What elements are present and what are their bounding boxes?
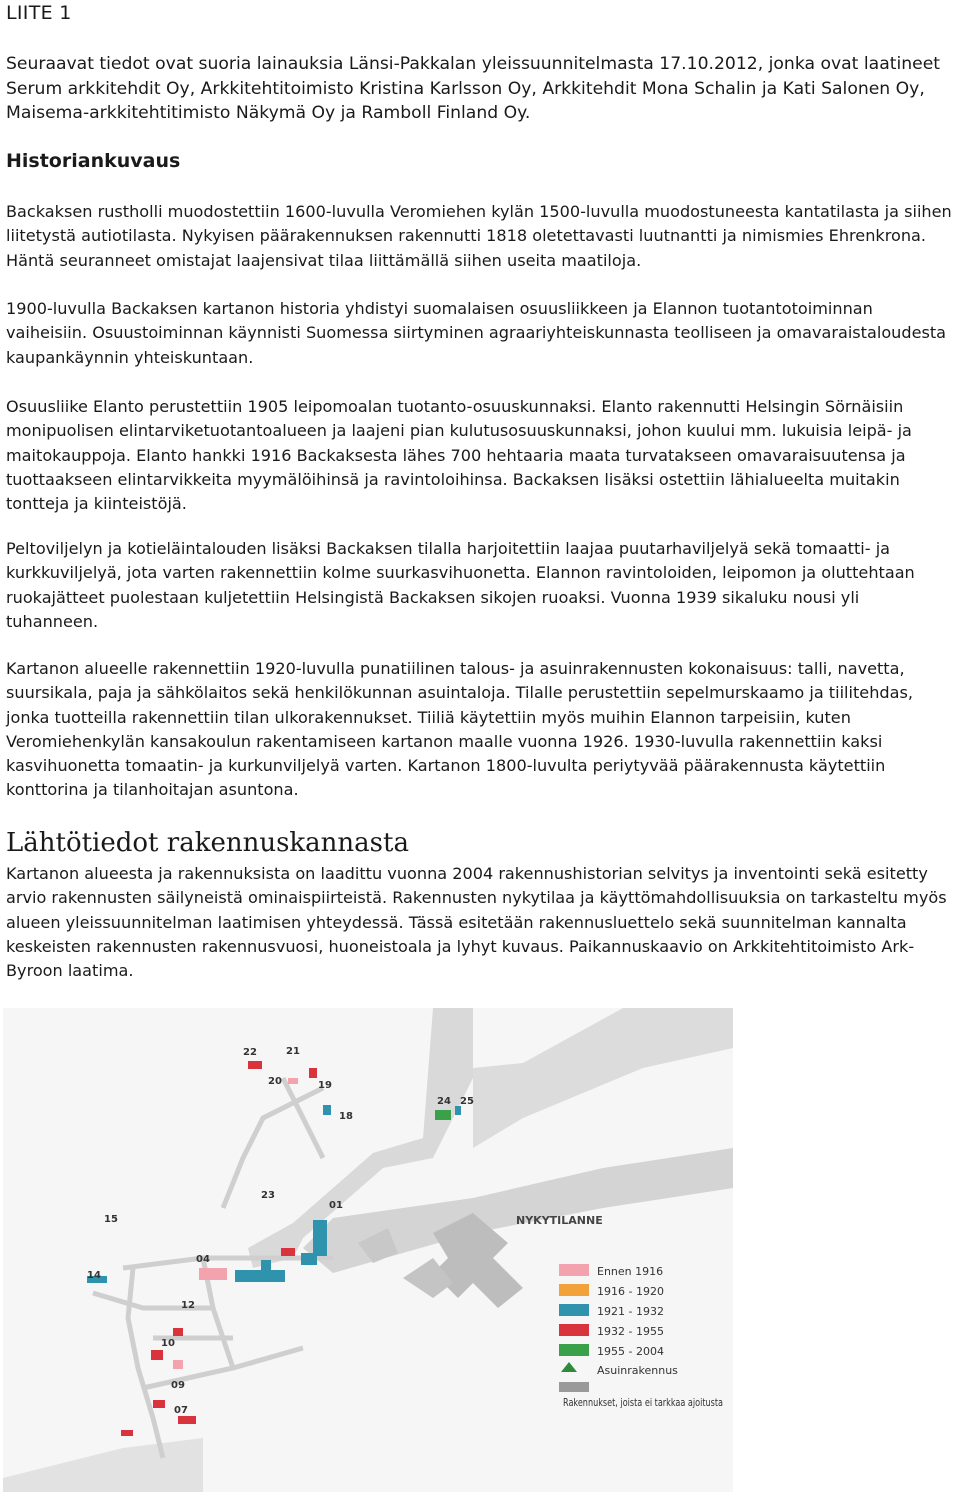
building-marker — [313, 1220, 327, 1256]
building-marker — [121, 1430, 133, 1436]
building-marker — [248, 1061, 262, 1069]
legend-swatch — [559, 1382, 589, 1392]
legend-label: Asuinrakennus — [597, 1364, 678, 1377]
history-heading: Historiankuvaus — [6, 150, 181, 172]
map-label: 19 — [318, 1080, 332, 1091]
map-label: 09 — [171, 1380, 185, 1391]
building-marker — [153, 1400, 165, 1408]
history-paragraph-2: 1900-luvulla Backaksen kartanon historia yhdistyi suomalaisen osuusliikkeen ja Elannon tuotantotoiminnan vaiheisiin. Osuustoiminnan käynnisti Suomessa siirtyminen agraariyhteiskunnasta teolliseen ja omavaraistaloudesta kaupankäynnin yhteiskuntaan. — [6, 299, 947, 367]
appendix-label: LIITE 1 — [6, 2, 72, 24]
legend-swatch — [559, 1324, 589, 1336]
building-marker — [261, 1260, 271, 1270]
history-paragraph-3: Osuusliike Elanto perustettiin 1905 leipomoalan tuotanto-osuuskunnaksi. Elanto rakennutti Helsingin Sörnäisiin monipuolisen elintarviketuotantoalueen ja laajeni pian kulutusosuuskunnaksi, johon kuului mm. lukuisia leipä- ja maitokauppoja. Elanto hankki 1916 Backaksesta lähes 700 hehtaaria maata turvatakseen omavaraisuutensa ja tuottaakseen elintarvikkeita myymälöihinsä ja ravintoloihinsa. Backaksen lisäksi ostettiin lähialueelta muitakin tontteja ja kiinteistöjä. — [6, 397, 912, 514]
building-marker — [235, 1270, 285, 1282]
legend-label: 1955 - 2004 — [597, 1345, 664, 1358]
building-marker — [435, 1110, 451, 1120]
map-label: 12 — [181, 1300, 195, 1311]
map-label: 23 — [261, 1190, 275, 1201]
legend-label: 1916 - 1920 — [597, 1285, 664, 1298]
legend-note: Rakennukset, joista ei tarkkaa ajoitusta — [563, 1397, 723, 1409]
intro-paragraph: Seuraavat tiedot ovat suoria lainauksia Länsi-Pakkalan yleissuunnitelmasta 17.10.2012, jonka ovat laatineet Serum arkkitehdit Oy, Arkkitehtitoimisto Kristina Karlsson Oy, Arkkitehdit Mona Schalin ja Kati Salonen Oy, Maisema-arkkitehtitimisto Näkymä Oy ja Ramboll Finland Oy. — [6, 54, 941, 123]
building-marker — [199, 1268, 227, 1280]
building-marker — [301, 1253, 317, 1265]
map-label: 14 — [87, 1270, 101, 1281]
map-label: 18 — [339, 1111, 353, 1122]
building-stock-paragraph: Kartanon alueesta ja rakennuksista on laadittu vuonna 2004 rakennushistorian selvitys ja inventointi sekä esitetty arvio rakennusten säilyneistä ominaispiirteistä. Rakennusten nykytilaa ja käyttömahdollisuuksia on tarkasteltu myös alueen yleissuunnitelman laatimisen yhteydessä. Tässä esitetään rakennusluettelo sekä suunnitelman kannalta keskeisten rakennusten rakennusvuosi, huoneistoala ja lyhyt kuvaus. Paikannuskaavio on Arkkitehtitoimisto Ark-Byroon laatima. — [6, 864, 947, 981]
building-marker — [323, 1105, 331, 1115]
legend-label: 1921 - 1932 — [597, 1305, 664, 1318]
legend-label: Ennen 1916 — [597, 1265, 664, 1278]
legend-swatch — [559, 1284, 589, 1296]
map-label: 01 — [329, 1200, 343, 1211]
building-marker — [455, 1106, 461, 1115]
building-marker — [151, 1350, 163, 1360]
building-marker — [173, 1360, 183, 1369]
map-label: 15 — [104, 1214, 118, 1225]
site-map — [3, 1008, 733, 1492]
map-title: NYKYTILANNE — [516, 1214, 603, 1227]
building-stock-heading: Lähtötiedot rakennuskannasta — [6, 828, 409, 858]
map-label: 20 — [268, 1076, 282, 1087]
map-label: 04 — [196, 1254, 210, 1265]
history-paragraph-4: Peltoviljelyn ja kotieläintalouden lisäksi Backaksen tilalla harjoitettiin laajaa puutarhaviljelyä sekä tomaatti- ja kurkkuviljelyä, jota varten rakennettiin kolme suurkasvihuonetta. Elannon ravintoloiden, leipomon ja oluttehtaan ruokajätteet puolestaan kuljetettiin Helsingistä Backaksen sikojen ruoaksi. Vuonna 1939 sikaluku nousi yli tuhanneen. — [6, 539, 915, 631]
legend-swatch — [559, 1344, 589, 1356]
map-label: 10 — [161, 1338, 175, 1349]
map-label: 25 — [460, 1096, 474, 1107]
building-marker — [309, 1068, 317, 1078]
building-marker — [288, 1078, 298, 1084]
legend-label: 1932 - 1955 — [597, 1325, 664, 1338]
map-label: 21 — [286, 1046, 300, 1057]
legend-swatch — [559, 1264, 589, 1276]
building-marker — [281, 1248, 295, 1256]
map-label: 24 — [437, 1096, 451, 1107]
map-label: 07 — [174, 1405, 188, 1416]
legend-swatch — [559, 1304, 589, 1316]
building-marker — [173, 1328, 183, 1336]
history-paragraph-1: Backaksen rustholli muodostettiin 1600-luvulla Veromiehen kylän 1500-luvulla muodostuneesta kantatilasta ja siihen liitetystä autiotilasta. Nykyisen päärakennuksen rakennutti 1818 oletettavasti luutnantti ja nimismies Ehrenkrona. Häntä seuranneet omistajat laajensivat tilaa liittämällä siihen useita maatiloja. — [6, 202, 952, 270]
building-marker — [178, 1416, 196, 1424]
history-paragraph-5: Kartanon alueelle rakennettiin 1920-luvulla punatiilinen talous- ja asuinrakennusten kokonaisuus: talli, navetta, suursikala, paja ja sähkölaitos sekä henkilökunnan asuintaloja. Tilalle perustettiin sepelmurskaamo ja tiilitehdas, jonka tuotteilla rakennettiin tilan ulkorakennukset. Tiiliä käytettiin myös muihin Elannon tarpeisiin, kuten Veromiehenkylän kansakoulun rakentamiseen kartanon maalle vuonna 1926. 1930-luvulla rakennettiin kaksi kasvihuonetta tomaatin- ja kurkunviljelyä varten. Kartanon 1800-luvulta periytyvää päärakennusta käytettiin konttorina ja tilanhoitajan asuntona. — [6, 659, 913, 800]
map-label: 22 — [243, 1047, 257, 1058]
